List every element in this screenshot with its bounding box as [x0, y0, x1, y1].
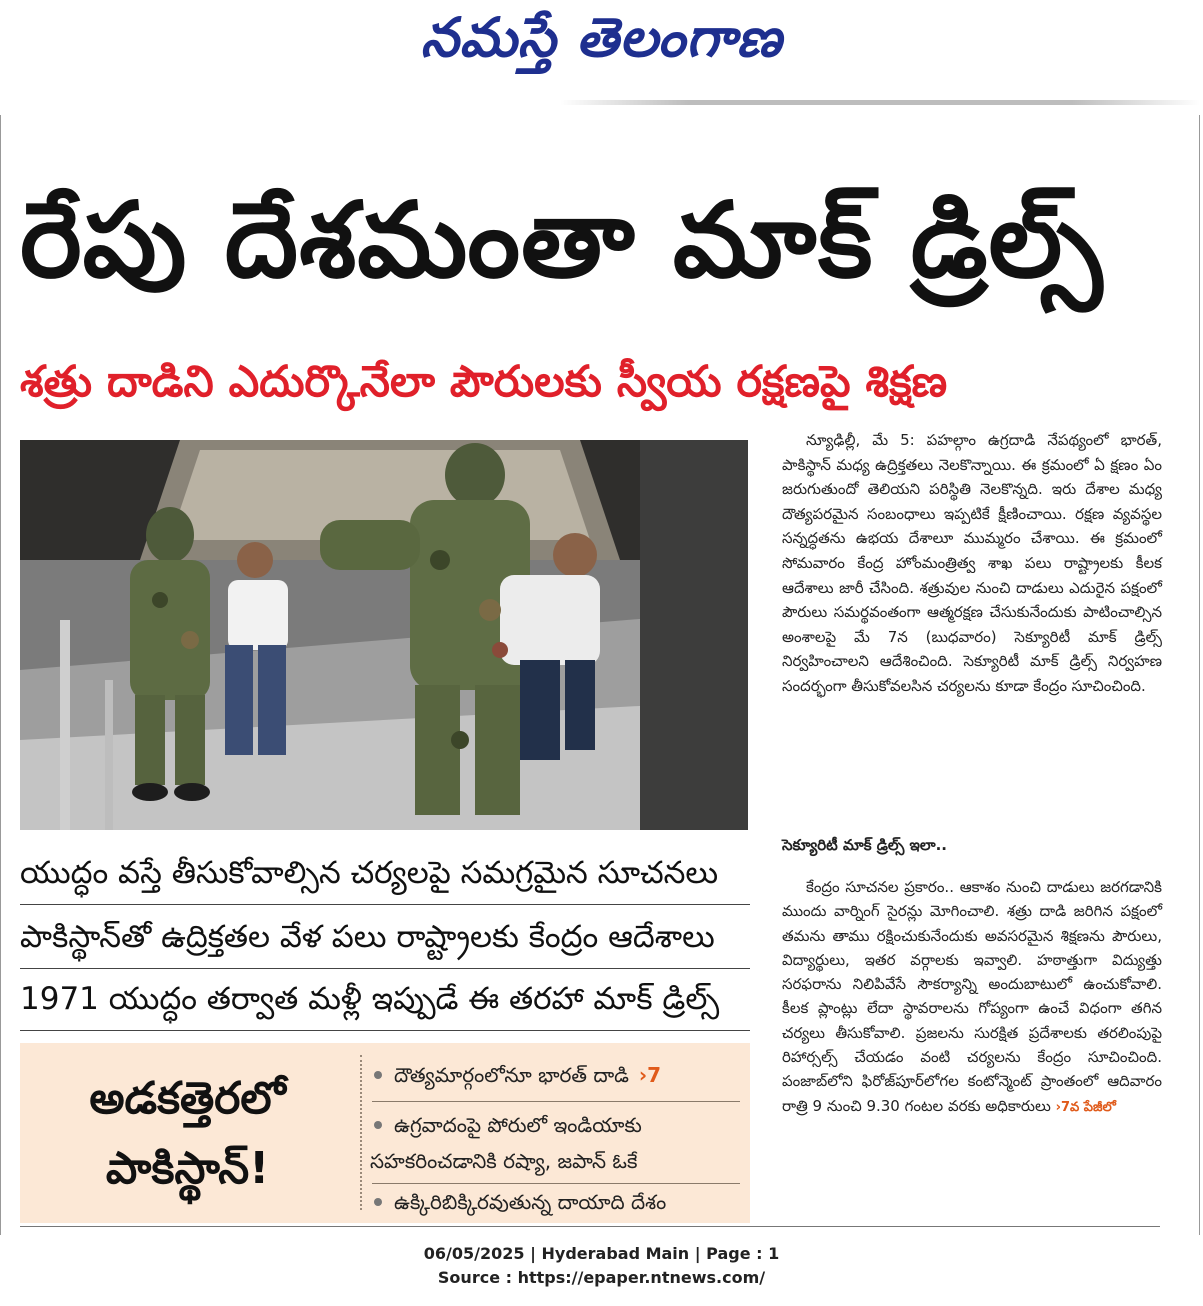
- related-story-2-line1: ఉగ్రవాదంపై పోరులో ఇండియాకు: [394, 1113, 642, 1137]
- article-body-2: [782, 875, 1162, 1120]
- article-paragraph-1: న్యూఢిల్లీ, మే 5: పహల్గాం ఉగ్రదాడి నేపథ్యంలో భారత్, పాకిస్థాన్ మధ్య ఉద్రిక్తతలు నెలకొన్నాయి. ఈ క్రమంలో ఏ క్షణం ఏం జరుగుతుందో తెలియని పరిస్థితి నెలకొన్నది. ఇరు దేశాల మధ్య దౌత్యపరమైన సంబంధాలు ఇప్పటికే క్షీణించాయి. రక్షణ వ్యవస్థల సన్నద్ధతను ఉభయ దేశాలూ ముమ్మరం చేశాయి. ఈ క్రమంలో సోమవారం కేంద్ర హోంమంత్రిత్వ శాఖ పలు రాష్ట్రాలకు కీలక ఆదేశాలు జారీ చేసింది. శత్రువుల నుంచి దాడులు ఎదురైన పక్షంలో పౌరులు సమర్థవంతంగా ఆత్మరక్షణ చేసుకునేందుకు పాటించాల్సిన అంశాలపై మే 7న (బుధవారం) సెక్యూరిటీ మాక్ డ్రిల్స్ నిర్వహించాలని ఆదేశించింది. సెక్యూరిటీ మాక్ డ్రిల్స్ నిర్వహణ సందర్భంగా తీసుకోవలసిన చర్యలను కూడా కేంద్రం సూచించింది.: [782, 431, 1162, 695]
- promo-title-line2: పాకిస్థాన్!: [105, 1143, 270, 1194]
- highlight-line-2: పాకిస్థాన్‌తో ఉద్రిక్తతల వేళ పలు రాష్ట్రాలకు కేంద్రం ఆదేశాలు: [20, 906, 750, 969]
- related-story-1[interactable]: [370, 1057, 740, 1093]
- highlight-line-3: 1971 యుద్ధం తర్వాత మళ్లీ ఇప్పుడే ఈ తరహా మాక్ డ్రిల్స్: [20, 968, 750, 1031]
- promo-separator: [372, 1101, 740, 1102]
- source-url[interactable]: Source : https://epaper.ntnews.com/: [437, 1268, 766, 1287]
- related-story-3-text: ఉక్కిరిబిక్కిరవుతున్న దాయాది దేశం: [394, 1190, 667, 1214]
- page-bottom-rule: [20, 1226, 1160, 1227]
- edition-info: 06/05/2025 | Hyderabad Main | Page : 1: [423, 1244, 780, 1263]
- sub-headline: శత్రు దాడిని ఎదుర్కొనేలా పౌరులకు స్వీయ రక్షణపై శిక్షణ: [20, 357, 948, 407]
- related-story-2[interactable]: [370, 1107, 740, 1179]
- news-photo: [20, 440, 748, 830]
- related-story-3[interactable]: [370, 1184, 740, 1220]
- promo-divider: [360, 1055, 364, 1210]
- related-stories-box: [20, 1043, 750, 1223]
- continued-on-page-link[interactable]: ›7వ పేజీలో: [1055, 1099, 1116, 1115]
- bullet-icon: [374, 1071, 382, 1079]
- left-margin-rule: [0, 115, 1, 1235]
- article-subheading: సెక్యూరిటీ మాక్ డ్రిల్స్ ఇలా..: [782, 836, 947, 854]
- article-paragraph-2: కేంద్రం సూచనల ప్రకారం.. ఆకాశం నుంచి దాడులు జరగడానికి ముందు వార్నింగ్ సైరన్లు మోగించాలి. శత్రు దాడి జరిగిన పక్షంలో తమను తాము రక్షించుకునేందుకు అవసరమైన శిక్షణను పౌరులు, విద్యార్థులు, ఇతర వర్గాలకు ఇవ్వాలి. హఠాత్తుగా విద్యుత్తు సరఫరాను నిలిపివేసే సౌకర్యాన్ని అందుబాటులో ఉంచుకోవాలి. కీలక ప్లాంట్లు లేదా స్థావరాలను గోప్యంగా ఉంచే విధంగా తగిన చర్యలు తీసుకోవాలి. ప్రజలను సురక్షిత ప్రదేశాలకు తరలింపుపై రిహార్సల్స్ చేయడం వంటి చర్యలను కేంద్రం సూచించింది. పంజాబ్‌లోని ఫిరోజ్‌పూర్‌లోగల కంటోన్మెంట్ ప్రాంతంలో ఆదివారం రాత్రి 9 నుంచి 9.30 గంటల వరకు అధికారులు: [782, 878, 1162, 1115]
- page-ref-link[interactable]: ›7: [638, 1063, 662, 1087]
- highlight-line-1: యుద్ధం వస్తే తీసుకోవాల్సిన చర్యలపై సమగ్రమైన సూచనలు: [20, 842, 750, 905]
- newspaper-logo: నమస్తే తెలంగాణ: [420, 6, 783, 69]
- masthead: [0, 0, 1203, 105]
- right-margin-rule: [1199, 115, 1200, 1235]
- main-headline: రేపు దేశమంతా మాక్ డ్రిల్స్: [20, 179, 1104, 301]
- article-body: [782, 428, 1162, 699]
- bullet-icon: [374, 1121, 382, 1129]
- masthead-divider: [560, 100, 1200, 105]
- related-story-2-line2: సహకరించడానికి రష్యా, జపాన్ ఓకే: [370, 1149, 638, 1173]
- promo-title-line1: అడకత్తెరలో: [89, 1073, 286, 1124]
- related-story-1-text: దౌత్యమార్గంలోనూ భారత్ దాడి: [394, 1063, 629, 1087]
- bullet-icon: [374, 1198, 382, 1206]
- mock-drill-photo-illustration: [20, 440, 748, 830]
